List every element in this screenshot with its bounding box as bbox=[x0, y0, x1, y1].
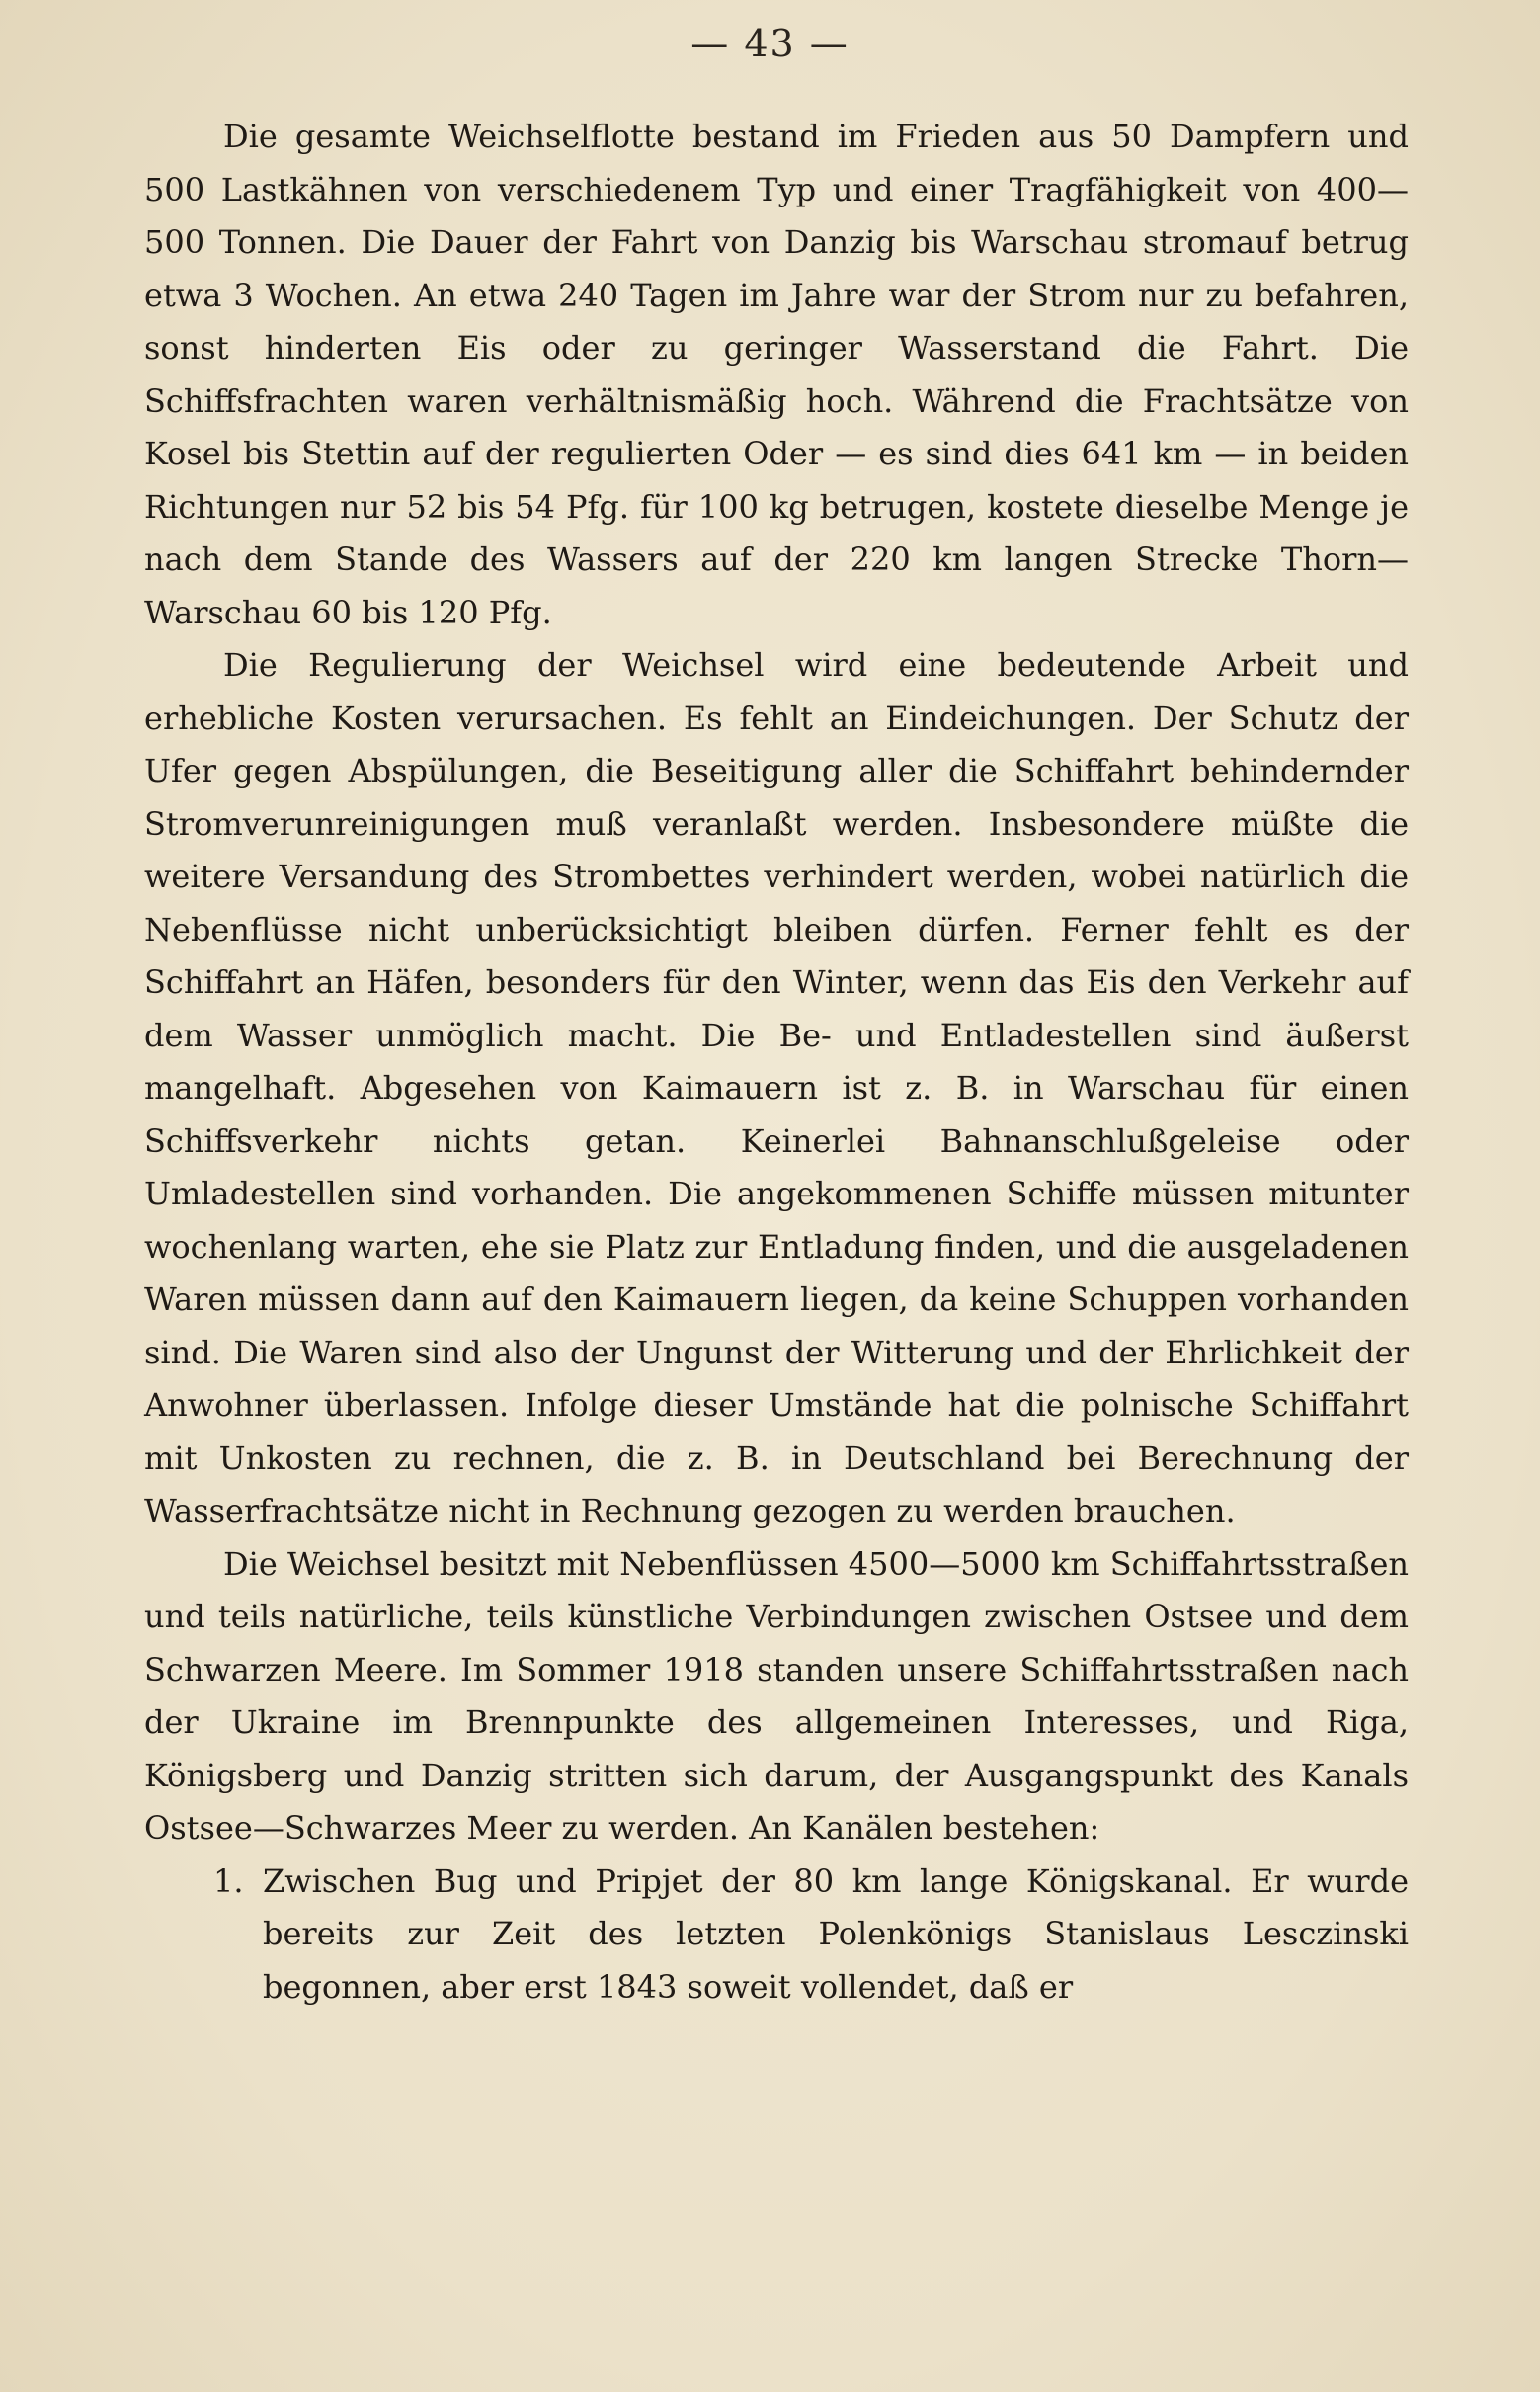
paragraph: Die Weichsel besitzt mit Nebenflüssen 4500—5000 km Schiffahrtsstraßen und teils natürliche, teils künstliche Verbindungen zwischen Ostsee und dem Schwarzen Meere. Im Sommer 1918 standen unsere Schiffahrtsstraßen nach der Ukraine im Brennpunkte des allgemeinen Interesses, und Riga, Königsberg und Danzig stritten sich darum, der Ausgangspunkt des Kanals Ostsee—Schwarzes Meer zu werden. An Kanälen bestehen: bbox=[144, 1544, 1409, 1847]
list-item-number: 1. bbox=[213, 1861, 244, 1900]
page-number: — 43 — bbox=[690, 22, 850, 65]
list-item bbox=[144, 1856, 1409, 2015]
list-item-text: Zwischen Bug und Pripjet der 80 km lange Königskanal. Er wurde bereits zur Zeit des letzten Polenkönigs Stanislaus Lesczinski begonnen, aber erst 1843 soweit vollendet, daß er bbox=[263, 1861, 1409, 2006]
paragraph: Die Regulierung der Weichsel wird eine bedeutende Arbeit und erhebliche Kosten verursachen. Es fehlt an Eindeichungen. Der Schutz der Ufer gegen Abspülungen, die Beseitigung aller die Schiffahrt behindernder Stromverunreinigungen muß veranlaßt werden. Insbesondere müßte die weitere Versandung des Strombettes verhindert werden, wobei natürlich die Nebenflüsse nicht unberücksichtigt bleiben dürfen. Ferner fehlt es der Schiffahrt an Häfen, besonders für den Winter, wenn das Eis den Verkehr auf dem Wasser unmöglich macht. Die Be- und Entladestellen sind äußerst mangelhaft. Abgesehen von Kaimauern ist z. B. in Warschau für einen Schiffsverkehr nichts getan. Keinerlei Bahnanschlußgeleise oder Umladestellen sind vorhanden. Die angekommenen Schiffe müssen mitunter wochenlang warten, ehe sie Platz zur Entladung finden, und die ausgeladenen Waren müssen dann auf den Kaimauern liegen, da keine Schuppen vorhanden sind. Die Waren sind also der Ungunst der Witterung und der Ehrlichkeit der Anwohner überlassen. Infolge dieser Umstände hat die polnische Schiffahrt mit Unkosten zu rechnen, die z. B. in Deutschland bei Berechnung der Wasserfrachtsätze nicht in Rechnung gezogen zu werden brauchen. bbox=[144, 646, 1409, 1529]
body-text bbox=[144, 111, 1409, 2014]
paragraph: Die gesamte Weichselflotte bestand im Frieden aus 50 Dampfern und 500 Lastkähnen von verschiedenem Typ und einer Tragfähigkeit von 400—500 Tonnen. Die Dauer der Fahrt von Danzig bis Warschau stromauf betrug etwa 3 Wochen. An etwa 240 Tagen im Jahre war der Strom nur zu befahren, sonst hinderten Eis oder zu geringer Wasserstand die Fahrt. Die Schiffsfrachten waren verhältnismäßig hoch. Während die Frachtsätze von Kosel bis Stettin auf der regulierten Oder — es sind dies 641 km — in beiden Richtungen nur 52 bis 54 Pfg. für 100 kg betrugen, kostete dieselbe Menge je nach dem Stande des Wassers auf der 220 km langen Strecke Thorn—Warschau 60 bis 120 Pfg. bbox=[144, 118, 1409, 631]
